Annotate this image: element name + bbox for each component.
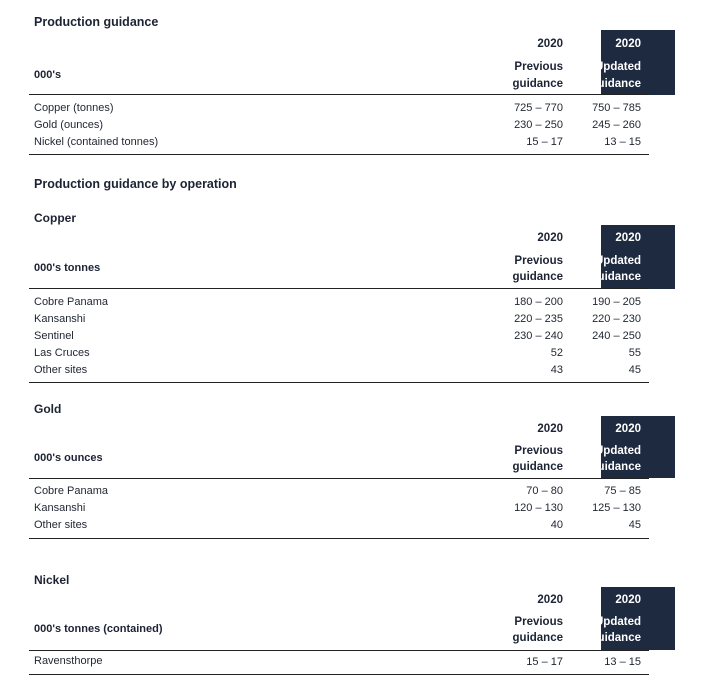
updated-header-line1: Updated (595, 445, 641, 457)
previous-header-line1: Previous (514, 255, 563, 267)
bottom-rule (29, 538, 649, 539)
row-previous: 120 – 130 (514, 502, 563, 514)
bottom-rule (29, 154, 649, 155)
year-header-previous: 2020 (537, 38, 563, 50)
updated-header-line2: guidance (590, 632, 641, 644)
year-header-updated: 2020 (615, 38, 641, 50)
summary-table (29, 30, 649, 160)
row-label: Kansanshi (34, 313, 86, 325)
row-updated: 45 (628, 519, 641, 531)
row-label: Other sites (34, 364, 88, 376)
row-label: Copper (tonnes) (34, 102, 114, 114)
row-updated: 125 – 130 (592, 502, 641, 514)
previous-header-line1: Previous (514, 61, 563, 73)
updated-header-line1: Updated (595, 61, 641, 73)
row-updated: 13 – 15 (604, 136, 641, 148)
row-previous: 220 – 235 (514, 313, 563, 325)
row-label: Nickel (contained tonnes) (34, 136, 159, 148)
page-title: Production guidance (34, 15, 159, 29)
unit-label: 000's (34, 69, 62, 81)
year-header-previous: 2020 (537, 232, 563, 244)
row-updated: 240 – 250 (592, 330, 641, 342)
row-previous: 15 – 17 (526, 656, 563, 668)
header-rule (29, 288, 649, 289)
copper-table (29, 225, 649, 390)
updated-header-line1: Updated (595, 616, 641, 628)
year-header-previous: 2020 (537, 594, 563, 606)
bottom-rule (29, 674, 649, 675)
year-header-updated: 2020 (615, 423, 641, 435)
year-header-updated: 2020 (615, 594, 641, 606)
row-previous: 52 (550, 347, 563, 359)
updated-header-line2: guidance (590, 78, 641, 90)
updated-header-line2: guidance (590, 271, 641, 283)
row-updated: 45 (628, 364, 641, 376)
row-updated: 220 – 230 (592, 313, 641, 325)
row-previous: 180 – 200 (514, 296, 563, 308)
header-rule (29, 94, 649, 95)
unit-label: 000's ounces (34, 452, 103, 464)
row-previous: 70 – 80 (526, 485, 563, 497)
row-label: Las Cruces (34, 347, 90, 359)
previous-header-line2: guidance (512, 461, 563, 473)
row-previous: 725 – 770 (514, 102, 563, 114)
row-previous: 15 – 17 (526, 136, 563, 148)
bottom-rule (29, 382, 649, 383)
gold-title: Gold (34, 402, 62, 416)
row-updated: 55 (628, 347, 641, 359)
by-operation-title: Production guidance by operation (34, 177, 237, 191)
nickel-title: Nickel (34, 573, 70, 587)
row-label: Cobre Panama (34, 296, 108, 308)
row-updated: 13 – 15 (604, 656, 641, 668)
row-label: Ravensthorpe (34, 655, 103, 667)
unit-label: 000's tonnes (34, 262, 101, 274)
previous-header-line1: Previous (514, 616, 563, 628)
row-previous: 230 – 250 (514, 119, 563, 131)
previous-header-line2: guidance (512, 632, 563, 644)
row-updated: 75 – 85 (604, 485, 641, 497)
year-header-updated: 2020 (615, 232, 641, 244)
previous-header-line1: Previous (514, 445, 563, 457)
nickel-table (29, 587, 649, 682)
row-updated: 190 – 205 (592, 296, 641, 308)
year-header-previous: 2020 (537, 423, 563, 435)
row-label: Gold (ounces) (34, 119, 104, 131)
updated-header-line2: guidance (590, 461, 641, 473)
header-rule (29, 478, 649, 479)
row-previous: 230 – 240 (514, 330, 563, 342)
header-rule (29, 650, 649, 651)
gold-table (29, 416, 649, 546)
row-label: Cobre Panama (34, 485, 108, 497)
unit-label: 000's tonnes (contained) (34, 623, 163, 635)
previous-header-line2: guidance (512, 271, 563, 283)
row-label: Sentinel (34, 330, 74, 342)
previous-header-line2: guidance (512, 78, 563, 90)
row-label: Kansanshi (34, 502, 86, 514)
row-updated: 245 – 260 (592, 119, 641, 131)
row-label: Other sites (34, 519, 88, 531)
row-previous: 43 (550, 364, 563, 376)
row-previous: 40 (550, 519, 563, 531)
copper-title: Copper (34, 211, 76, 225)
updated-header-line1: Updated (595, 255, 641, 267)
row-updated: 750 – 785 (592, 102, 641, 114)
